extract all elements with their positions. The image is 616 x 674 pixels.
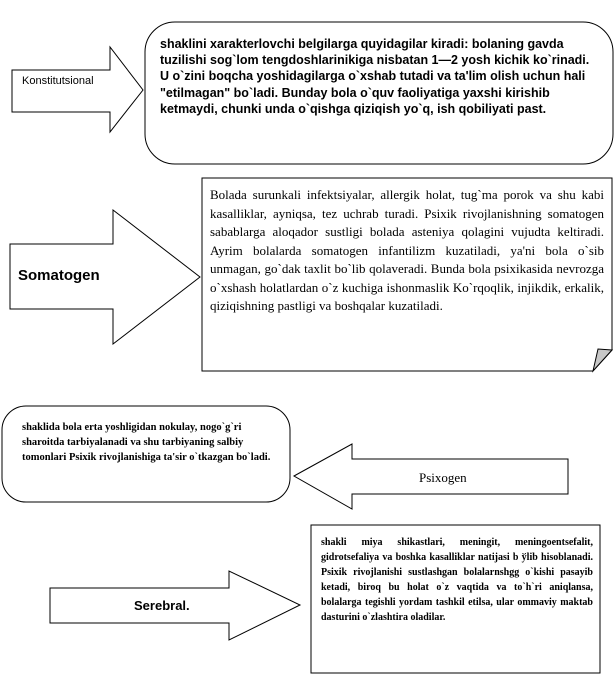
somatogen-label: Somatogen (18, 267, 100, 284)
serebral-label: Serebral. (134, 598, 190, 613)
serebral-text: shakli miya shikastlari, meningit, meningoentsefalit, gidrotsefaliya va boshka kasalliklar natijasi b ўlib hisoblanadi. Psixik rivojlanishi sustlashgan bolalarnshgg o`kishi pasayib ketadi, biroq bu holat o`z vaqtida va to`h`ri aniqlansa, bolalarga tegishli yordam tashkil etilsa, ular ommaviy maktab dasturini o`zlashtira oladilar. (321, 537, 593, 623)
konstitutsional-arrow (12, 47, 143, 132)
psixogen-label: Psixogen (419, 470, 467, 485)
konstitutsional-text: shaklini xarakterlovchi belgilarga quyidagilar kiradi: bolaning gavda tuzilishi sog`lom tengdoshlarinikiga nisbatan 1—2 yosh kichik ko`rinadi. U o`zini boqcha yoshidagilarga o`xshab tutadi va ta'lim olish uchun hali "etilmagan" bo`ladi. Bunday bola o`quv faoliyatiga yaxshi kirishib ketmaydi, chunki unda o`qishga qiziqish yo`q, ish qobiliyati past. (160, 37, 590, 116)
konstitutsional-label: Konstitutsional (22, 75, 94, 87)
somatogen-text: Bolada surunkali infektsiyalar, allergik holat, tug`ma porok va shu kabi kasalliklar, ayniqsa, tez uchrab turadi. Psixik rivojlanishning somatogen sabablarga aloqador sustligi bolada asteniya qolagini vujudta keltiradi. Ayrim bolalarda somatogen infantilizm kuzatiladi, ya'ni bola o`sib unmagan, go`dak taxlit bo`lib qolaveradi. Bunda bola psixikasida nevrozga o`xshash holatlardan o`z kuchiga ishonmaslik Ko`rqoqlik, injikdik, erkalik, qiziqishning pastligi va boshqalar kuzatiladi. (210, 187, 604, 313)
psixogen-text: shaklida bola erta yoshligidan nokulay, nogo`g`ri sharoitda tarbiyalanadi va shu tarbiyaning salbiy tomonlari Psixik rivojlanishiga ta'sir o`tkazgan bo`ladi. (22, 422, 271, 463)
